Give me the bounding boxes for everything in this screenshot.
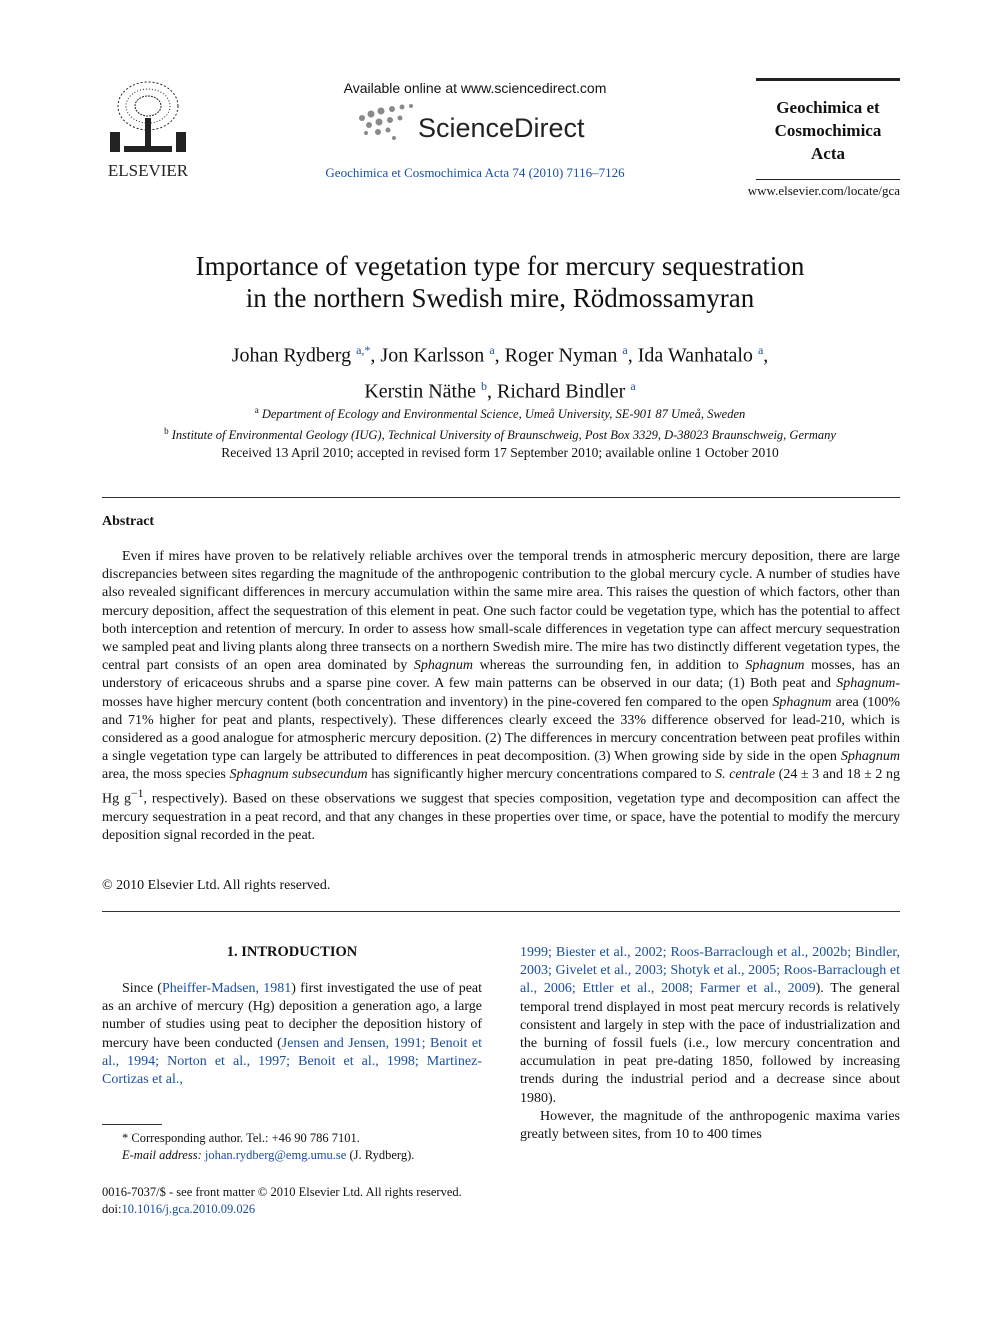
affiliation-text: Department of Ecology and Environmental Science, Umeå University, SE-901 87 Umeå, Sweden: [261, 407, 746, 422]
affiliation-mark: a: [254, 405, 259, 415]
article-title-line2: in the northern Swedish mire, Rödmossamyran: [245, 283, 755, 313]
affiliation-text: Institute of Environmental Geology (IUG), Technical University of Braunschweig, Post Box 3329, D-38023 Braunschweig, Germany: [171, 428, 836, 443]
email-label: E-mail address:: [122, 1148, 202, 1162]
journal-title-line1: Geochimica et: [776, 98, 880, 117]
author-affiliation-mark[interactable]: a: [630, 378, 636, 393]
author-affiliation-mark[interactable]: a: [757, 343, 764, 357]
article-title-line1: Importance of vegetation type for mercury sequestration: [195, 251, 805, 281]
email-link[interactable]: johan.rydberg@emg.umu.se: [204, 1148, 347, 1162]
divider-bottom: [102, 911, 900, 912]
sciencedirect-dots-icon: [359, 104, 413, 140]
journal-citation[interactable]: Geochimica et Cosmochimica Acta 74 (2010) 7116–7126: [325, 165, 625, 180]
author-name[interactable]: Ida Wanhatalo: [637, 344, 753, 367]
journal-title: [756, 78, 900, 180]
journal-url[interactable]: www.elsevier.com/locate/gca: [747, 183, 900, 198]
reference-link[interactable]: Pheiffer-Madsen, 1981: [161, 981, 292, 996]
issn-line: 0016-7037/$ - see front matter © 2010 Elsevier Ltd. All rights reserved.: [102, 1185, 462, 1199]
intro-right-column: 1999; Biester et al., 2002; Roos-Barraclough et al., 2002b; Bindler, 2003; Givelet et al., 2003; Shotyk et al., 2005; Roos-Barraclough et al., 2006; Ettler et al., 2008; Farmer et al., 2009). The general temporal trend displayed in most peat mercury records is relatively consistent and largely in step with the pace of industrialization and the burning of fossil fuels (i.e., low mercury concentration and accumulation in peat pre-dating 1850, followed by increasing trends during the industrial period and a decrease since about 1980). However, the magnitude of the anthropogenic maxima varies greatly between sites, from 10 to 400 times: [520, 944, 900, 1144]
intro-paragraph: However, the magnitude of the anthropogenic maxima varies greatly between sites, from 10 to 400 times: [520, 1108, 900, 1143]
footnote-rule: [102, 1124, 162, 1125]
journal-title-line3: Acta: [811, 144, 845, 163]
abstract-heading: Abstract: [102, 514, 155, 529]
author-name[interactable]: Roger Nyman: [504, 344, 618, 367]
footnote: * Corresponding author. Tel.: +46 90 786 7101. E-mail address: johan.rydberg@emg.umu.se (J. Rydberg).: [102, 1130, 502, 1164]
doi-link[interactable]: 10.1016/j.gca.2010.09.026: [121, 1202, 256, 1216]
intro-left-column: Since (Pheiffer-Madsen, 1981) first investigated the use of peat as an archive of mercury (Hg) deposition a generation ago, a large number of studies using peat to decipher the deposition history of mercury have been conducted (Jensen and Jensen, 1991; Benoit et al., 1994; Norton et al., 1997; Benoit et al., 1998; Martinez-Cortizas et al.,: [102, 981, 483, 1088]
author-affiliation-mark[interactable]: a: [622, 343, 628, 357]
author-list: Johan Rydberg $^{a,*}$, Jon Karlsson $^a$, Roger Nyman $^a$, Ida Wanhatalo $^a$, Kerstin Näthe $^b$, Richard Bindler $^a$: [231, 343, 769, 403]
author-affiliation-mark[interactable]: a,*: [356, 343, 371, 357]
author-affiliation-mark[interactable]: a: [489, 343, 495, 357]
author-name[interactable]: Kerstin Näthe: [364, 380, 476, 403]
author-name[interactable]: Jon Karlsson: [380, 344, 485, 367]
journal-title-line2: Cosmochimica: [774, 121, 882, 140]
abstract-copyright: © 2010 Elsevier Ltd. All rights reserved.: [102, 878, 331, 893]
affiliation-item: [100, 423, 900, 444]
affiliation-mark: b: [164, 426, 169, 437]
elsevier-logo: [100, 76, 196, 184]
corresponding-author: * Corresponding author. Tel.: +46 90 786 7101.: [122, 1131, 360, 1145]
divider-top: [102, 497, 900, 498]
reference-link[interactable]: Jensen and Jensen, 1991; Benoit et al., 1994; Norton et al., 1997; Benoit et al., 1998; Martinez-Cortizas et al.,: [102, 1035, 482, 1088]
reference-link[interactable]: 1999; Biester et al., 2002; Roos-Barraclough et al., 2002b; Bindler, 2003; Givelet et al., 2003; Shotyk et al., 2005; Roos-Barraclough et al., 2006; Ettler et al., 2008; Farmer et al., 2009: [520, 945, 900, 997]
front-matter: 0016-7037/$ - see front matter © 2010 Elsevier Ltd. All rights reserved. doi:10.1016/j.gca.2010.09.026: [102, 1184, 602, 1218]
sciencedirect-logo: [356, 100, 616, 146]
article-title: [100, 250, 900, 314]
sciencedirect-wordmark: ScienceDirect: [418, 113, 585, 143]
abstract-body: Even if mires have proven to be relatively reliable archives over the temporal trends in atmospheric mercury deposition, there are large discrepancies between sites regarding the magnitude of the anthropogenic contribution to the global mercury cycle. A number of studies have also revealed significant differences in mercury accumulation within the same mire area. This raises the question of which factors, other than mercury deposition, affect the sequestration of this element in peat. One such factor could be vegetation type, which has the potential to affect both interception and retention of mercury. In order to assess how small-scale differences in vegetation type can affect mercury sequestration we sampled peat and living plants along three transects on a northern Swedish mire. The mire has two distinctly different vegetation types, the central part consists of an open area dominated by Sphagnum whereas the surrounding fen, in addition to Sphagnum mosses, has an understory of ericaceous shrubs and a sparse pine cover. A few main patterns can be observed in our data; (1) Both peat and Sphagnum-mosses have higher mercury content (both concentration and inventory) in the pine-covered fen compared to the open Sphagnum area (100% and 71% higher for peat and plants, respectively). These differences clearly exceed the 33% difference observed for lead-210, which is considered as a good analogue for atmospheric mercury deposition. (2) The differences in mercury concentration between peat profiles within a single vegetation type can largely be attributed to differences in peat decomposition. (3) When growing side by side in the open Sphagnum area, the moss species Sphagnum subsecundum has significantly higher mercury concentrations compared to S. centrale (24 ± 3 and 18 ± 2 ng Hg $g^{-1}$, respectively). Based on these observations we suggest that species composition, vegetation type and decomposition can affect the mercury sequestration in a peat record, and that any changes in these properties over time, or space, have the potential to modify the mercury deposition signal recorded in the peat.: [102, 549, 901, 843]
article-dates: Received 13 April 2010; accepted in revised form 17 September 2010; available online 1 October 2010: [221, 445, 779, 460]
publisher-name: ELSEVIER: [107, 161, 189, 180]
affiliation-item: [100, 402, 900, 423]
author-name[interactable]: Richard Bindler: [497, 380, 626, 403]
author-affiliation-mark[interactable]: b: [481, 378, 487, 393]
available-online: Available online at www.sciencedirect.com: [343, 80, 607, 96]
section-heading-introduction: 1. INTRODUCTION: [226, 944, 358, 960]
author-name[interactable]: Johan Rydberg: [231, 344, 352, 367]
affiliations: [100, 402, 900, 444]
